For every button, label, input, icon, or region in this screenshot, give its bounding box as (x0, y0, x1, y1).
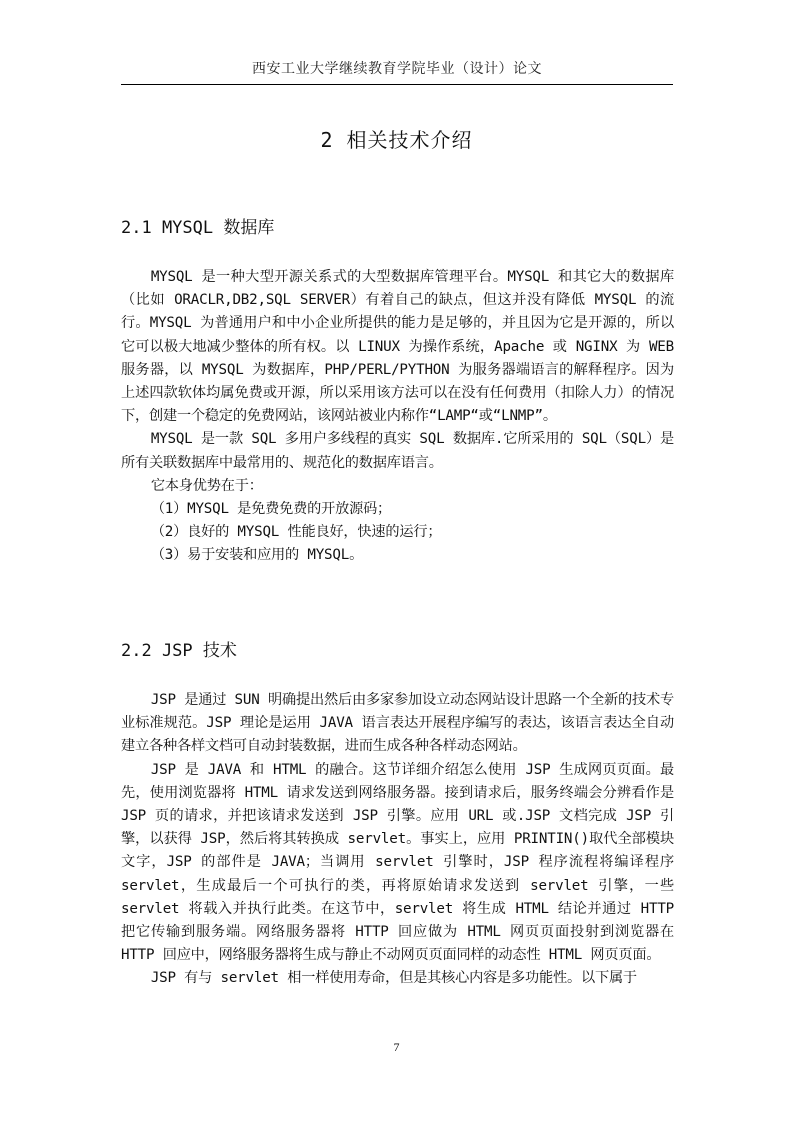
header-rule (121, 84, 673, 85)
list-item: （1）MYSQL 是免费免费的开放源码； (150, 501, 392, 518)
paragraph: JSP 是通过 SUN 明确提出然后由多家参加设立动态网站设计思路一个全新的技术专业标准规范。JSP 理论是运用 JAVA 语言表达开展程序编写的表达，该语言表达全自动建立各种各样文档可自动封装数据，进而生成各种各样动态网站。 (121, 692, 674, 755)
paragraph: JSP 有与 servlet 相一样使用寿命，但是其核心内容是多功能性。以下属于 (150, 970, 637, 987)
paragraph: MYSQL 是一种大型开源关系式的大型数据库管理平台。MYSQL 和其它大的数据库（比如 ORACLR,DB2,SQL SERVER）有着自己的缺点，但这并没有降低 MYSQL 的流行。MYSQL 为普通用户和中小企业所提供的能力是足够的，并且因为它是开源的，所以它可以极大地减少整体的所有权。以 LINUX 为操作系统，Apache 或 NGINX 为 WEB 服务器，以 MYSQL 为数据库，PHP/PERL/PYTHON 为服务器端语言的解释程序。因为上述四款软体均属免费或开源，所以采用该方法可以在没有任何费用（扣除人力）的情况下，创建一个稳定的免费网站，该网站被业内称作“LAMP“或“LNMP”。 (121, 269, 674, 425)
section-body-jsp (121, 689, 674, 991)
page-number: 7 (393, 1040, 400, 1054)
list-item: （3）易于安装和应用的 MYSQL。 (150, 547, 364, 564)
list-item: （2）良好的 MYSQL 性能良好，快速的运行； (150, 524, 442, 541)
chapter-title: 2 相关技术介绍 (320, 128, 473, 152)
section-heading-mysql: 2.1 MYSQL 数据库 (121, 218, 275, 238)
paragraph: 它本身优势在于： (150, 477, 263, 494)
running-header: 西安工业大学继续教育学院毕业（设计）论文 (252, 61, 542, 77)
paragraph: MYSQL 是一款 SQL 多用户多线程的真实 SQL 数据库.它所采用的 SQL（SQL）是所有关联数据库中最常用的、规范化的数据库语言。 (121, 431, 674, 471)
section-heading-jsp: 2.2 JSP 技术 (121, 641, 237, 661)
paragraph: JSP 是 JAVA 和 HTML 的融合。这节详细介绍怎么使用 JSP 生成网页页面。最先，使用浏览器将 HTML 请求发送到网络服务器。接到请求后，服务终端会分辨看作是 JSP 页的请求，并把该请求发送到 JSP 引擎。应用 URL 或.JSP 文档完成 JSP 引擎，以获得 JSP，然后将其转换成 servlet。事实上，应用 PRINTIN()取代全部模块文字，JSP 的部件是 JAVA；当调用 servlet 引擎时，JSP 程序流程将编译程序 servlet，生成最后一个可执行的类，再将原始请求发送到 servlet 引擎，一些 servlet 将载入并执行此类。在这节中，servlet 将生成 HTML 结论并通过 HTTP 把它传输到服务端。网络服务器将 HTTP 回应做为 HTML 网页页面投射到浏览器在 HTTP 回应中，网络服务器将生成与静止不动网页页面同样的动态性 HTML 网页页面。 (121, 761, 674, 964)
section-body-mysql (121, 266, 674, 568)
